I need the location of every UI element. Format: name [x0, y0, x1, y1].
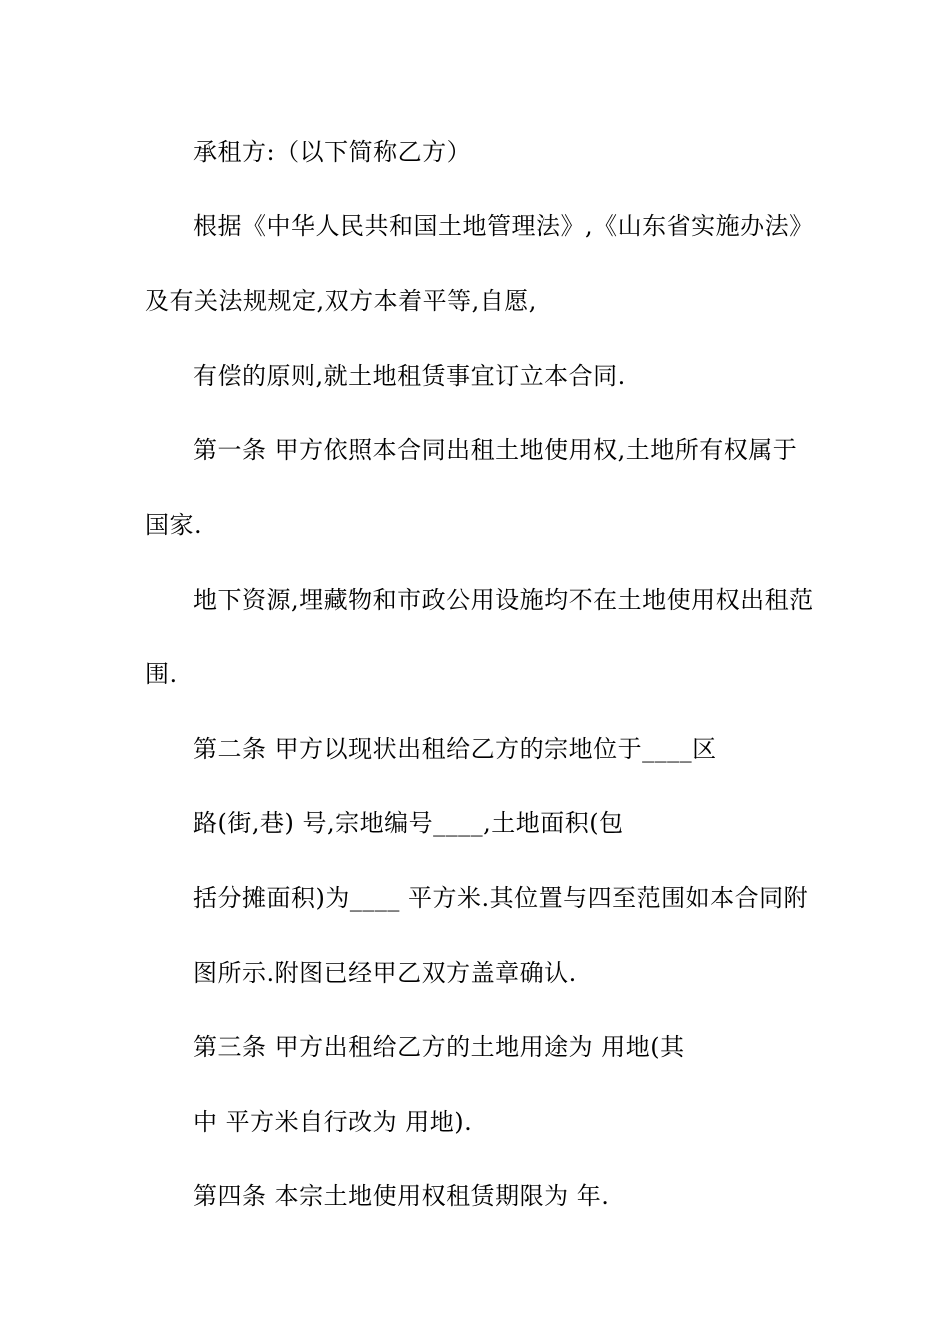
text-line-lessee: 承租方:（以下简称乙方） — [193, 138, 472, 166]
text-line-resources-cont: 围. — [145, 660, 178, 688]
text-line-article-2-map: 图所示.附图已经甲乙双方盖章确认. — [193, 959, 577, 987]
text-line-article-1: 第一条 甲方依照本合同出租土地使用权,土地所有权属于 — [193, 436, 798, 464]
text-line-article-2-area: 括分摊面积)为____ 平方米.其位置与四至范围如本合同附 — [193, 884, 809, 912]
text-line-resources: 地下资源,埋藏物和市政公用设施均不在土地使用权出租范 — [193, 586, 814, 614]
text-line-article-4: 第四条 本宗土地使用权租赁期限为 年. — [193, 1182, 610, 1210]
text-line-article-2-road: 路(街,巷) 号,宗地编号____,土地面积(包 — [193, 809, 624, 837]
text-line-basis: 根据《中华人民共和国土地管理法》,《山东省实施办法》 — [193, 212, 814, 240]
text-line-principle: 有偿的原则,就土地租赁事宜订立本合同. — [193, 362, 626, 390]
text-line-article-3: 第三条 甲方出租给乙方的土地用途为 用地(其 — [193, 1033, 685, 1061]
text-line-article-1-cont: 国家. — [145, 511, 203, 539]
text-line-article-3-cont: 中 平方米自行改为 用地). — [193, 1108, 473, 1136]
text-line-basis-cont: 及有关法规规定,双方本着平等,自愿, — [145, 287, 537, 315]
text-line-article-2: 第二条 甲方以现状出租给乙方的宗地位于____区 — [193, 735, 717, 763]
